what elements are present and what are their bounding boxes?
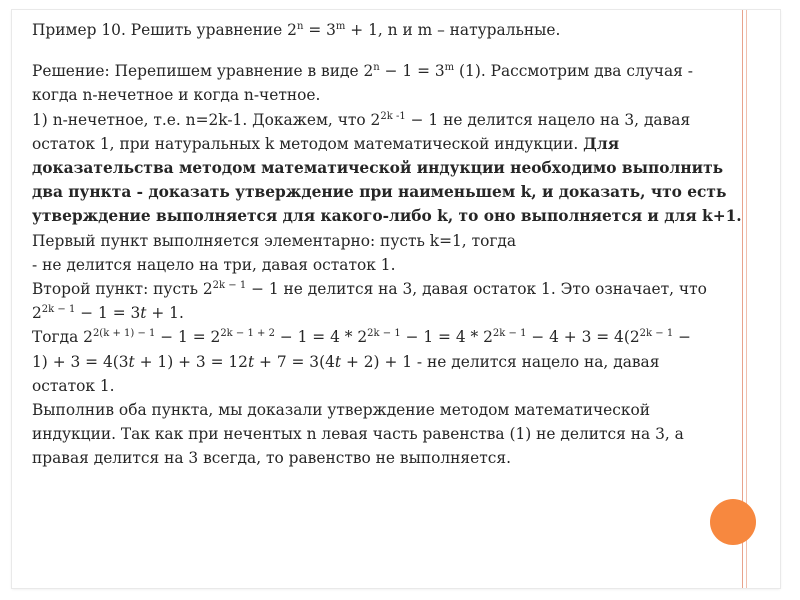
text-line: $2^{2k - 1} - 1 = 3t + 1$. bbox=[32, 304, 184, 323]
text-line: правая делится на 3 всегда, то равенство не выполняется. bbox=[32, 449, 511, 468]
text-line: 1) n-нечетное, т.е. n=2k-1. Докажем, что $2^{2k -1} - 1$ не делится нацело на 3, давая bbox=[32, 110, 691, 129]
text-line: остаток 1, при натуральных k методом математической индукции. Для bbox=[32, 134, 620, 153]
text-line: Первый пункт выполняется элементарно: пусть k=1, тогда bbox=[32, 231, 517, 250]
text-line: индукции. Так как при нечентых n левая часть равенства (1) не делится на 3, а bbox=[32, 425, 684, 444]
text-line: Второй пункт: пусть $2^{2k - 1} - 1$ не делится на 3, давая остаток 1. Это означает, что bbox=[32, 280, 707, 299]
text-line: - не делится нацело на три, давая остаток 1. bbox=[32, 255, 396, 274]
text-line: остаток 1. bbox=[32, 376, 115, 395]
slide bbox=[12, 10, 780, 588]
text-line: Тогда $2^{2(k + 1) - 1} - 1 = 2^{2k - 1 + 2} - 1 = 4 * 2^{2k - 1} - 1 = 4 * 2^{2k - 1} - 4 + 3 = 4(2^{2k - 1}$ − bbox=[32, 328, 691, 347]
example-title: Пример 10. Решить уравнение $2^n = 3^m + 1$, n и m – натуральные. bbox=[32, 21, 561, 39]
text-line: 1) + 3 = 4(3t + 1) + 3 = 12t + 7 = 3(4t + 2) + 1 - не делится нацело на, давая bbox=[32, 352, 660, 371]
text-line: Выполнив оба пункта, мы доказали утверждение методом математической bbox=[32, 401, 651, 420]
text-line-bold: утверждение выполняется для какого-либо k, то оно выполняется и для k+1. bbox=[32, 207, 742, 226]
text-line-bold: два пункта - доказать утверждение при наименьшем k, и доказать, что есть bbox=[32, 183, 727, 202]
text-line: когда n-нечетное и когда n-четное. bbox=[32, 86, 321, 105]
text-line: Решение: Перепишем уравнение в виде $2^n - 1 = 3^m$ (1). Рассмотрим два случая - bbox=[32, 62, 693, 81]
decorative-circle bbox=[710, 499, 756, 545]
text-line-bold: доказательства методом математической индукции необходимо выполнить bbox=[32, 159, 724, 178]
solution-text bbox=[32, 59, 760, 470]
slide-content bbox=[32, 18, 760, 471]
